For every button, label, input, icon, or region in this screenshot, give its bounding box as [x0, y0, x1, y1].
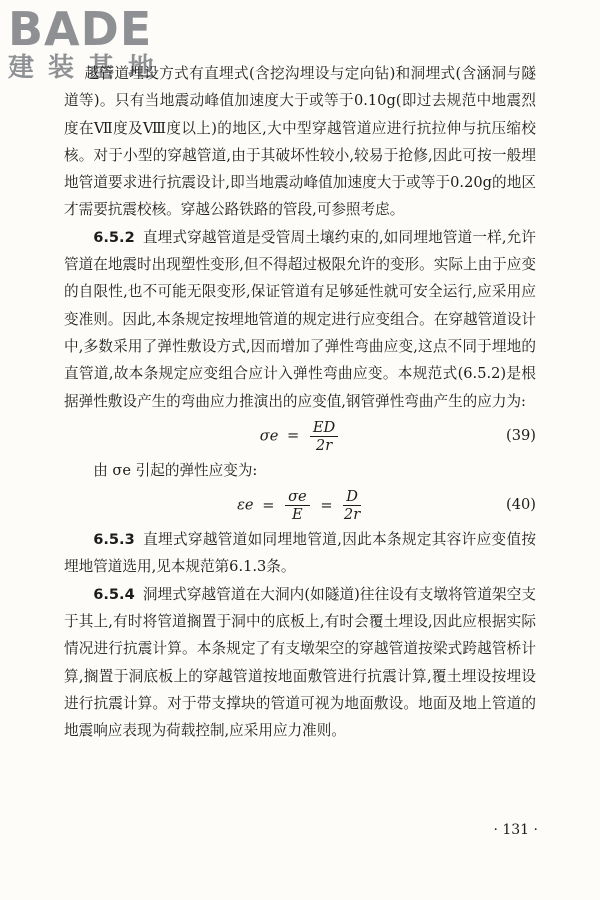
page-number: · 131 · [493, 822, 538, 838]
eq40-equals-2: = [320, 496, 333, 514]
eq40-equals-1: = [262, 496, 275, 514]
eq39-equals: = [287, 427, 300, 445]
section-text: 洞埋式穿越管道在大洞内(如隧道)往往设有支墩将管道架空支于其上,有时将管道搁置于洞中的底板上,有时会覆土埋设,因此应根据实际情况进行抗震计算。本条规定了有支墩架空的穿越管道按梁式跨越管桥计算,搁置于洞底板上的穿越管道按地面敷管进行抗震计算,覆土埋设按埋设进行抗震计算。对于带支撑块的管道可视为地面敷设。地面及地上管道的地震响应表现为荷载控制,应采用应力准则。 [64, 585, 536, 740]
section-6-5-3 [64, 526, 536, 581]
eq40-denominator-2: 2r [343, 506, 361, 524]
paragraph-intro: 越管道埋设方式有直埋式(含挖沟埋设与定向钻)和洞埋式(含涵洞与隧道等)。只有当地震动峰值加速度大于或等于0.10g(即过去规范中地震烈度在Ⅶ度及Ⅷ度以上)的地区,大中型穿越管道应进行抗拉伸与抗压缩校核。对于小型的穿越管道,由于其破坏性较小,较易于抢修,因此可按一般埋地管道要求进行抗震设计,即当地震动峰值加速度大于或等于0.20g的地区才需要抗震校核。穿越公路铁路的管段,可参照考虑。 [64, 65, 536, 219]
equation-39 [64, 415, 536, 457]
eq40-numerator-1: σe [285, 488, 310, 506]
section-number: 6.5.3 [93, 531, 135, 549]
section-text: 直埋式穿越管道如同埋地管道,因此本条规定其容许应变值按埋地管道选用,见本规范第6.1.3条。 [64, 531, 536, 576]
eq40-numerator-2: D [343, 488, 361, 506]
equation-label: (39) [506, 426, 536, 444]
eq40-lhs: εe [237, 496, 254, 514]
section-6-5-4 [64, 581, 536, 745]
eq39-denominator: 2r [315, 436, 333, 454]
equation-label: (40) [506, 496, 536, 514]
section-text: 直埋式穿越管道是受管周土壤约束的,如同埋地管道一样,允许管道在地震时出现塑性变形,但不得超过极限允许的变形。实际上由于应变的自限性,也不可能无限变形,保证管道有足够延性就可安全运行,应采用应变准则。因此,本条规定按埋地管道的规定进行应变组合。在穿越管道设计中,多数采用了弹性敷设方式,因而增加了弹性弯曲应变,这点不同于埋地的直管道,故本条规定应变组合应计入弹性弯曲应变。本规范式(6.5.2)是根据弹性敷设产生的弯曲应力推演出的应变值,钢管弹性弯曲产生的应力为: [64, 228, 536, 410]
equation-40 [64, 484, 536, 526]
logo-text: BADE [8, 2, 153, 56]
document-page [64, 60, 536, 745]
section-number: 6.5.4 [93, 585, 135, 603]
eq39-numerator: ED [310, 419, 338, 437]
logo-subtext: 建装基地 [8, 53, 169, 83]
eq40-denominator-1: E [292, 506, 303, 524]
eq39-lhs: σe [259, 427, 279, 445]
section-6-5-2 [64, 224, 536, 415]
section-number: 6.5.2 [93, 228, 135, 246]
paragraph-between-equations: 由 σe 引起的弹性应变为: [93, 461, 258, 479]
